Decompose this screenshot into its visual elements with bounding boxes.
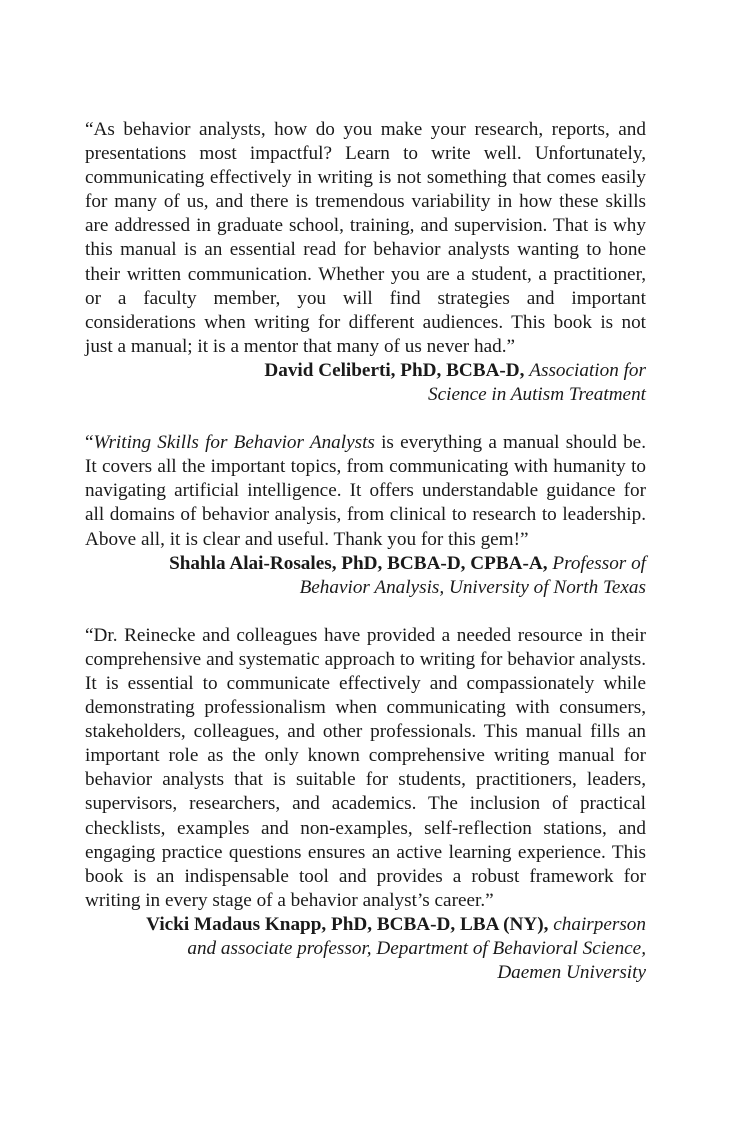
endorser-affiliation: Daemen University [497, 962, 646, 984]
testimonial-celiberti [85, 118, 646, 407]
quote-body: is everything a manual should be. It covers all the important topics, from communicating with humanity to navigating artificial intelligence. It offers understandable guidance for all domains of behavior analysis, from clinical to research to leadership. Above all, it is clear and useful. Thank you for this gem!” [85, 432, 646, 550]
testimonial-attribution [85, 359, 646, 407]
testimonial-alai-rosales [85, 431, 646, 600]
testimonial-quote [85, 431, 646, 551]
endorsements-page [85, 118, 646, 1009]
endorser-affiliation: Behavior Analysis, University of North Texas [299, 576, 646, 598]
book-title: Writing Skills for Behavior Analysts [93, 432, 375, 454]
testimonial-attribution [85, 913, 646, 985]
endorser-affiliation: chairperson [553, 913, 646, 935]
endorser-name: Shahla Alai-Rosales, PhD, BCBA-D, CPBA-A, [169, 552, 548, 574]
testimonial-attribution [85, 552, 646, 600]
endorser-name: David Celiberti, PhD, BCBA-D, [264, 359, 525, 381]
testimonial-quote: “Dr. Reinecke and colleagues have provided a needed resource in their comprehensive and systematic approach to writing for behavior analysts. It is essential to communicate effectively and compassionately while demonstrating professionalism when communicating with consumers, stakeholders, colleagues, and other professionals. This manual fills an important role as the only known comprehensive writing manual for behavior analysts that is suitable for students, practitioners, leaders, supervisors, researchers, and academics. The inclusion of practical checklists, examples and non-examples, self-reflection stations, and engaging practice questions ensures an active learning experience. This book is an indispensable tool and provides a robust framework for writing in every stage of a behavior analyst’s career.” [85, 624, 646, 911]
endorser-affiliation: Science in Autism Treatment [428, 384, 646, 406]
endorser-name: Vicki Madaus Knapp, PhD, BCBA-D, LBA (NY), [146, 913, 549, 935]
endorser-affiliation: and associate professor, Department of Behavioral Science, [187, 938, 646, 959]
quote-open-mark: “ [85, 432, 94, 454]
endorser-affiliation: Professor of [552, 552, 646, 574]
endorser-affiliation: Association for [529, 359, 646, 381]
testimonial-knapp [85, 624, 646, 985]
testimonial-quote: “As behavior analysts, how do you make your research, reports, and presentations most impactful? Learn to write well. Unfortunately, communicating effectively in writing is not something that comes easily for many of us, and there is tremendous variability in how these skills are addressed in graduate school, training, and supervision. That is why this manual is an essential read for behavior analysts wanting to hone their written communication. Whether you are a student, a practitioner, or a faculty member, you will find strategies and important considerations when writing for different audiences. This book is not just a manual; it is a mentor that many of us never had.” [85, 119, 646, 357]
